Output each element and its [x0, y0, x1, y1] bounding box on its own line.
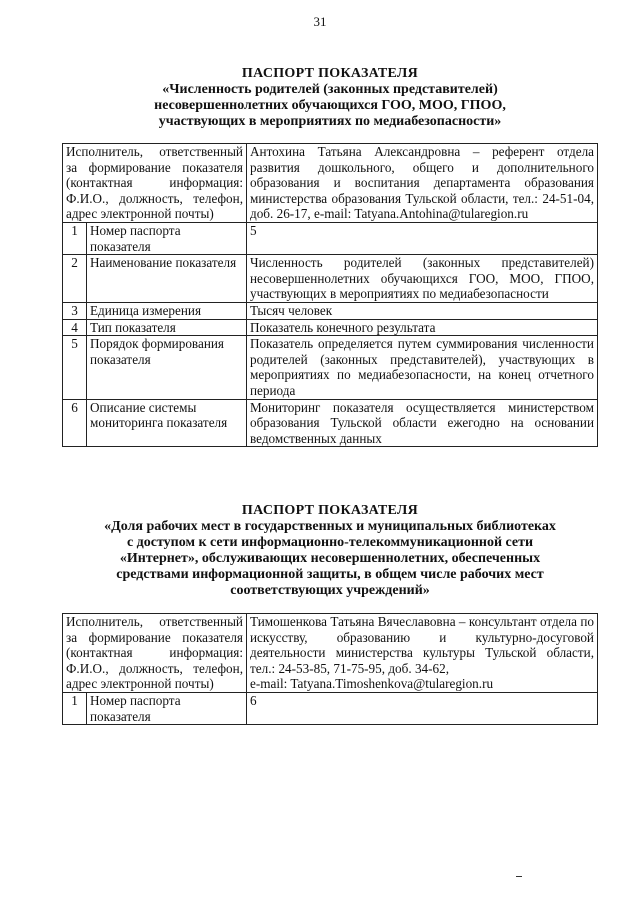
passport-2 [62, 503, 598, 725]
executor-value: Антохина Татьяна Александровна – референт отдела развития дошкольного, общего и дополнительного образования и воспитания департамента образования министерства образования Тульской области, тел.: 24-51-04, доб. 26-17, e-mail: Tatyana.Antohina@tularegion.ru [247, 144, 598, 223]
passport-2-subtitle-line: соответствующих учреждений» [230, 583, 430, 598]
row-number: 2 [63, 255, 87, 303]
row-value: Тысяч человек [247, 302, 598, 319]
row-number: 4 [63, 319, 87, 336]
table-row [63, 399, 598, 447]
page-number: 31 [313, 14, 327, 29]
row-value: Мониторинг показателя осуществляется министерством образования Тульской области ежегодно на основании ведомственных данных [247, 399, 598, 447]
passport-1-heading: ПАСПОРТ ПОКАЗАТЕЛЯ [241, 66, 419, 81]
row-value: 6 [247, 692, 598, 724]
passport-1-subtitle-line: «Численность родителей (законных представителей) [162, 82, 498, 97]
passport-2-subtitle-line: «Интернет», обслуживающих несовершеннолетних, обеспеченных [119, 551, 541, 566]
executor-label: Исполнитель, ответственный за формирование показателя (контактная информация: Ф.И.О., должность, телефон, адрес электронной почты) [63, 614, 247, 693]
table-row [63, 222, 598, 254]
row-number: 5 [63, 336, 87, 399]
table-row [63, 144, 598, 223]
table-row [63, 319, 598, 336]
passport-1-subtitle-line: несовершеннолетних обучающихся ГОО, МОО, ГПОО, [154, 98, 506, 113]
passport-2-subtitle-line: средствами информационной защиты, в общем числе рабочих мест [116, 567, 544, 582]
row-number: 1 [63, 692, 87, 724]
row-number: 6 [63, 399, 87, 447]
row-label: Номер паспорта показателя [87, 222, 247, 254]
executor-value: Тимошенкова Татьяна Вячеславовна – консультант отдела по искусству, образованию и культурно-досуговой деятельности министерства культуры Тульской области, тел.: 24-53-85, 71-75-95, доб. 34-62, [250, 614, 594, 676]
executor-email: e-mail: Tatyana.Timoshenkova@tularegion.ru [250, 676, 494, 692]
row-number: 1 [63, 222, 87, 254]
scan-mark [516, 876, 522, 877]
row-value: Численность родителей (законных представителей) несовершеннолетних обучающихся ГОО, МОО, ГПОО, участвующих в мероприятиях по медиабезопасности [247, 255, 598, 303]
row-label: Тип показателя [87, 319, 247, 336]
passport-2-table [62, 613, 598, 725]
passport-2-heading: ПАСПОРТ ПОКАЗАТЕЛЯ [241, 503, 419, 518]
row-label: Описание системы мониторинга показателя [87, 399, 247, 447]
passport-1-title [62, 66, 598, 130]
passport-1-table [62, 143, 598, 447]
table-row [63, 692, 598, 724]
table-row [63, 336, 598, 399]
row-value: Показатель конечного результата [247, 319, 598, 336]
executor-label: Исполнитель, ответственный за формирование показателя (контактная информация: Ф.И.О., должность, телефон, адрес электронной почты) [63, 144, 247, 223]
passport-1 [62, 66, 598, 447]
table-row [63, 614, 598, 693]
table-row [63, 255, 598, 303]
passport-2-subtitle-line: с доступом к сети информационно-телекоммуникационной сети [126, 535, 534, 550]
row-label: Наименование показателя [87, 255, 247, 303]
executor-value-cell [247, 614, 598, 693]
passport-1-subtitle-line: участвующих в мероприятиях по медиабезопасности» [158, 114, 502, 129]
table-row [63, 302, 598, 319]
passport-2-title [62, 503, 598, 599]
row-label: Единица измерения [87, 302, 247, 319]
row-number: 3 [63, 302, 87, 319]
row-label: Номер паспорта показателя [87, 692, 247, 724]
passport-2-subtitle-line: «Доля рабочих мест в государственных и муниципальных библиотеках [104, 519, 556, 534]
row-label: Порядок формирования показателя [87, 336, 247, 399]
row-value: 5 [247, 222, 598, 254]
row-value: Показатель определяется путем суммирования численности родителей (законных представителей), участвующих в мероприятиях по медиабезопасности, на конец отчетного периода [247, 336, 598, 399]
